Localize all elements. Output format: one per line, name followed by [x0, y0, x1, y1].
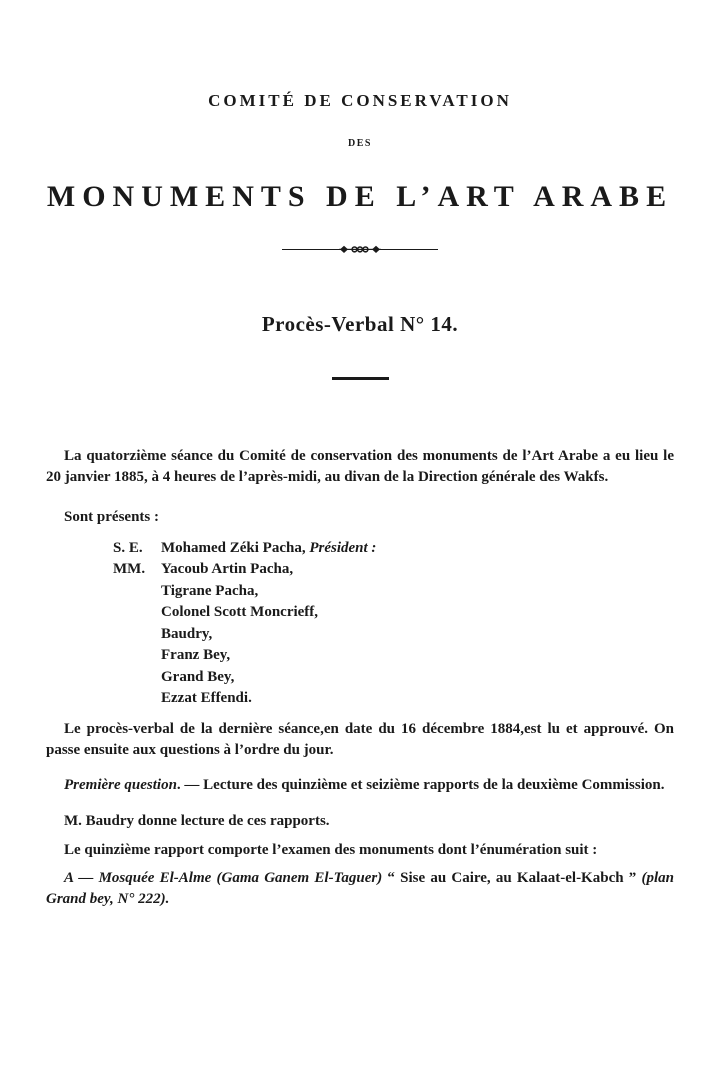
paragraph-mosquee-el-alme	[46, 868, 674, 910]
attendee-name: Ezzat Effendi.	[161, 690, 252, 706]
attendee-row	[113, 581, 674, 603]
paragraph-quinzieme-rapport: Le quinzième rapport comporte l’examen des monuments dont l’énumération suit :	[64, 841, 598, 858]
attendee-row	[113, 624, 674, 646]
ornament-rule-right	[381, 249, 438, 251]
premiere-question-lead-italic: Première question	[64, 776, 177, 793]
attendee-label	[113, 602, 161, 624]
attendee-label: MM.	[113, 561, 146, 577]
attendee-name-text: Mohamed Zéki Pacha,	[161, 539, 310, 556]
paragraph-seance: La quatorzième séance du Comité de conservation des monuments de l’Art Arabe a eu lieu le 20 janvier 1885, à 4 heures de l’après-midi, au divan de la Direction générale des Wakfs.	[46, 447, 674, 485]
mosquee-plan-ref-italic: (plan Grand bey, N° 222).	[46, 869, 674, 907]
attendee-name: Colonel Scott Moncrieff,	[161, 604, 319, 620]
committee-title-line2: DES	[348, 138, 372, 149]
committee-title-line1: COMITÉ DE CONSERVATION	[208, 91, 512, 110]
proces-verbal-title: Procès-Verbal N° 14.	[261, 312, 459, 336]
committee-title-line3: MONUMENTS DE L’ART ARABE	[46, 180, 674, 213]
attendee-name: Yacoub Artin Pacha,	[161, 561, 294, 577]
attendee-label	[113, 624, 161, 646]
paragraph-premiere-question	[46, 775, 674, 796]
attendee-title-italic: Président :	[309, 539, 377, 556]
attendee-name: Baudry,	[161, 625, 213, 642]
attendee-name: Grand Bey,	[161, 668, 235, 685]
attendee-label	[113, 581, 161, 603]
attendee-label	[113, 645, 161, 667]
premiere-question-rest: . — Lecture des quinzième et seizième rapports de la deuxième Commission.	[176, 776, 665, 793]
mosquee-location-roman: “ Sise au Caire, au Kalaat-el-Kabch ”	[387, 869, 642, 886]
attendee-row	[113, 538, 674, 560]
document-body	[0, 446, 720, 910]
attendee-name	[161, 538, 674, 560]
attendee-row	[113, 602, 674, 624]
fleuron-icon	[339, 245, 381, 254]
attendees-list	[113, 538, 674, 710]
ornament-rule-left	[282, 249, 339, 251]
attendee-row	[113, 667, 674, 689]
attendee-row	[113, 688, 674, 710]
paragraph-presents: Sont présents :	[64, 508, 160, 525]
attendee-name: Franz Bey,	[161, 647, 231, 663]
attendee-label	[113, 688, 161, 710]
attendee-label: S. E.	[113, 539, 143, 556]
paragraph-baudry: M. Baudry donne lecture de ces rapports.	[64, 812, 330, 829]
attendee-row	[113, 559, 674, 581]
attendee-label	[113, 667, 161, 689]
attendee-name: Tigrane Pacha,	[161, 582, 259, 599]
mosquee-name-italic: A — Mosquée El-Alme (Gama Ganem El-Taguer)	[64, 869, 388, 886]
ornament-divider	[0, 245, 720, 254]
attendee-row	[113, 645, 674, 667]
paragraph-proces-verbal: Le procès-verbal de la dernière séance,en date du 16 décembre 1884,est lu et approuvé. On passe ensuite aux questions à l’ordre du jour.	[46, 720, 674, 758]
section-rule	[332, 377, 389, 380]
